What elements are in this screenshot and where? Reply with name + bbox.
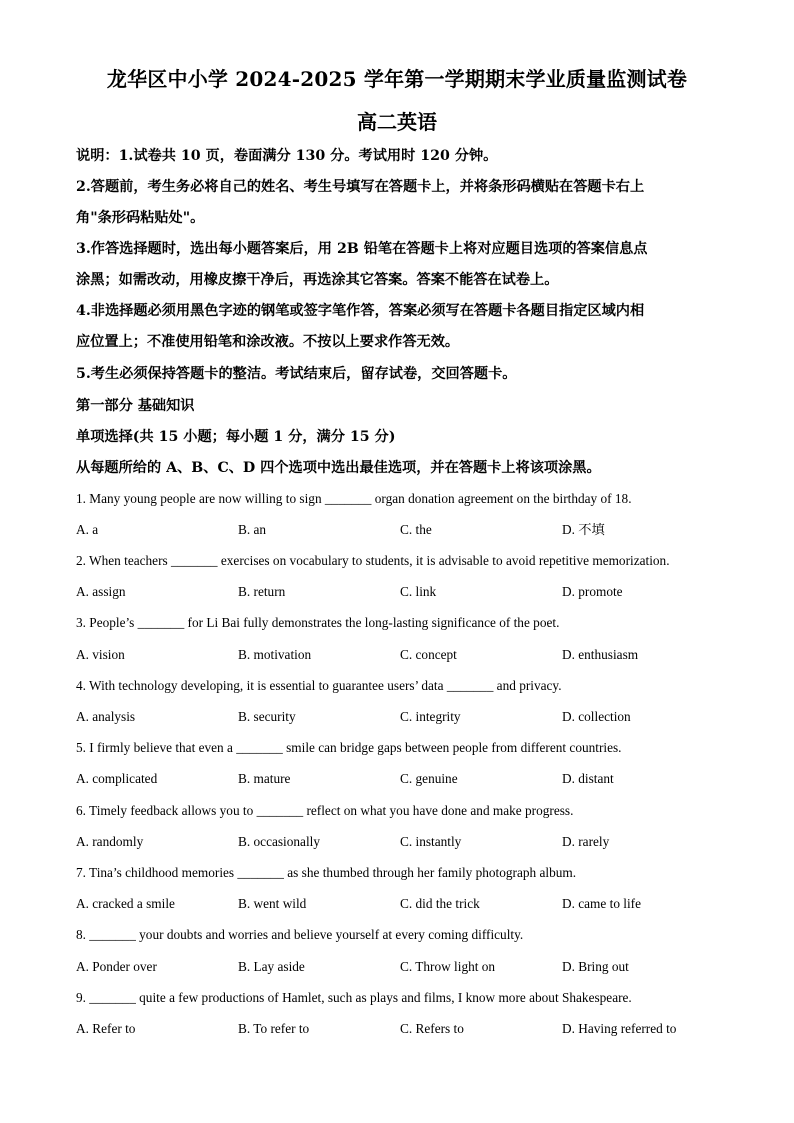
question-options [76,833,736,851]
option-d: D. enthusiasm [562,647,639,662]
instruction-line: 5.考生必须保持答题卡的整洁。考试结束后，留存试卷，交回答题卡。 [76,366,517,382]
option-a: A. assign [76,584,126,599]
option-a: A. complicated [76,771,158,786]
option-d: D. came to life [562,896,642,911]
question-options [76,708,736,726]
instruction-line: 涂黑；如需改动，用橡皮擦干净后，再选涂其它答案。答案不能答在试卷上。 [76,272,559,288]
option-c: C. genuine [400,771,458,786]
option-a: A. Ponder over [76,959,157,974]
option-d: D. Having referred to [562,1021,677,1036]
question-text: 8. _______ your doubts and worries and believe yourself at every coming difficulty. [76,927,524,942]
option-a: A. cracked a smile [76,896,175,911]
question-text: 1. Many young people are now willing to sign _______ organ donation agreement on the birthday of 18. [76,491,632,506]
option-d: D. distant [562,771,614,786]
option-b: B. Lay aside [238,959,305,974]
part-heading: 第一部分 基础知识 [76,398,195,414]
option-b: B. mature [238,771,291,786]
option-d: D. promote [562,584,623,599]
instruction-line: 说明：1.试卷共 10 页，卷面满分 130 分。考试用时 120 分钟。 [76,148,498,164]
option-c: C. integrity [400,709,461,724]
option-a: A. Refer to [76,1021,136,1036]
option-c: C. Refers to [400,1021,464,1036]
instruction-line: 3.作答选择题时，选出每小题答案后，用 2B 铅笔在答题卡上将对应题目选项的答案信息点 [76,241,648,257]
question-text: 6. Timely feedback allows you to _______ reflect on what you have done and make progress. [76,803,574,818]
option-a: A. randomly [76,834,144,849]
option-c: C. link [400,584,437,599]
question-text: 4. With technology developing, it is essential to guarantee users’ data _______ and privacy. [76,678,562,693]
question-options [76,895,736,913]
option-b: B. security [238,709,296,724]
option-d: D. 不填 [562,522,605,537]
question-options [76,583,736,601]
question-options [76,646,736,664]
section-heading: 单项选择(共 15 小题；每小题 1 分，满分 15 分) [76,429,396,445]
question-text: 3. People’s _______ for Li Bai fully demonstrates the long-lasting significance of the poet. [76,615,560,630]
option-b: B. occasionally [238,834,320,849]
section-direction: 从每题所给的 A、B、C、D 四个选项中选出最佳选项，并在答题卡上将该项涂黑。 [76,460,601,476]
question-options [76,1020,736,1038]
question-text: 7. Tina’s childhood memories _______ as she thumbed through her family photograph album. [76,865,577,880]
option-b: B. went wild [238,896,307,911]
question-text: 9. _______ quite a few productions of Hamlet, such as plays and films, I know more about Shakespeare. [76,990,632,1005]
option-c: C. concept [400,647,457,662]
option-c: C. the [400,522,432,537]
option-c: C. Throw light on [400,959,496,974]
instruction-line: 2.答题前，考生务必将自己的姓名、考生号填写在答题卡上，并将条形码横贴在答题卡右上 [76,179,645,195]
option-c: C. instantly [400,834,462,849]
instruction-line: 4.非选择题必须用黑色字迹的钢笔或签字笔作答，答案必须写在答题卡各题目指定区域内相 [76,303,645,319]
question-text: 2. When teachers _______ exercises on vocabulary to students, it is advisable to avoid repetitive memorization. [76,553,670,568]
option-b: B. an [238,522,267,537]
option-d: D. collection [562,709,631,724]
option-d: D. Bring out [562,959,629,974]
instruction-line: 角"条形码粘贴处"。 [76,210,205,226]
option-b: B. motivation [238,647,312,662]
option-a: A. a [76,522,99,537]
question-text: 5. I firmly believe that even a _______ smile can bridge gaps between people from different countries. [76,740,622,755]
option-b: B. To refer to [238,1021,310,1036]
question-options [76,958,736,976]
exam-title: 龙华区中小学 2024-2025 学年第一学期期末学业质量监测试卷 [106,67,688,91]
option-c: C. did the trick [400,896,480,911]
option-a: A. vision [76,647,125,662]
question-options [76,770,736,788]
option-b: B. return [238,584,286,599]
question-options [76,521,736,539]
option-d: D. rarely [562,834,610,849]
exam-subject: 高二英语 [357,110,437,134]
instruction-line: 应位置上；不准使用铅笔和涂改液。不按以上要求作答无效。 [76,334,460,350]
option-a: A. analysis [76,709,136,724]
